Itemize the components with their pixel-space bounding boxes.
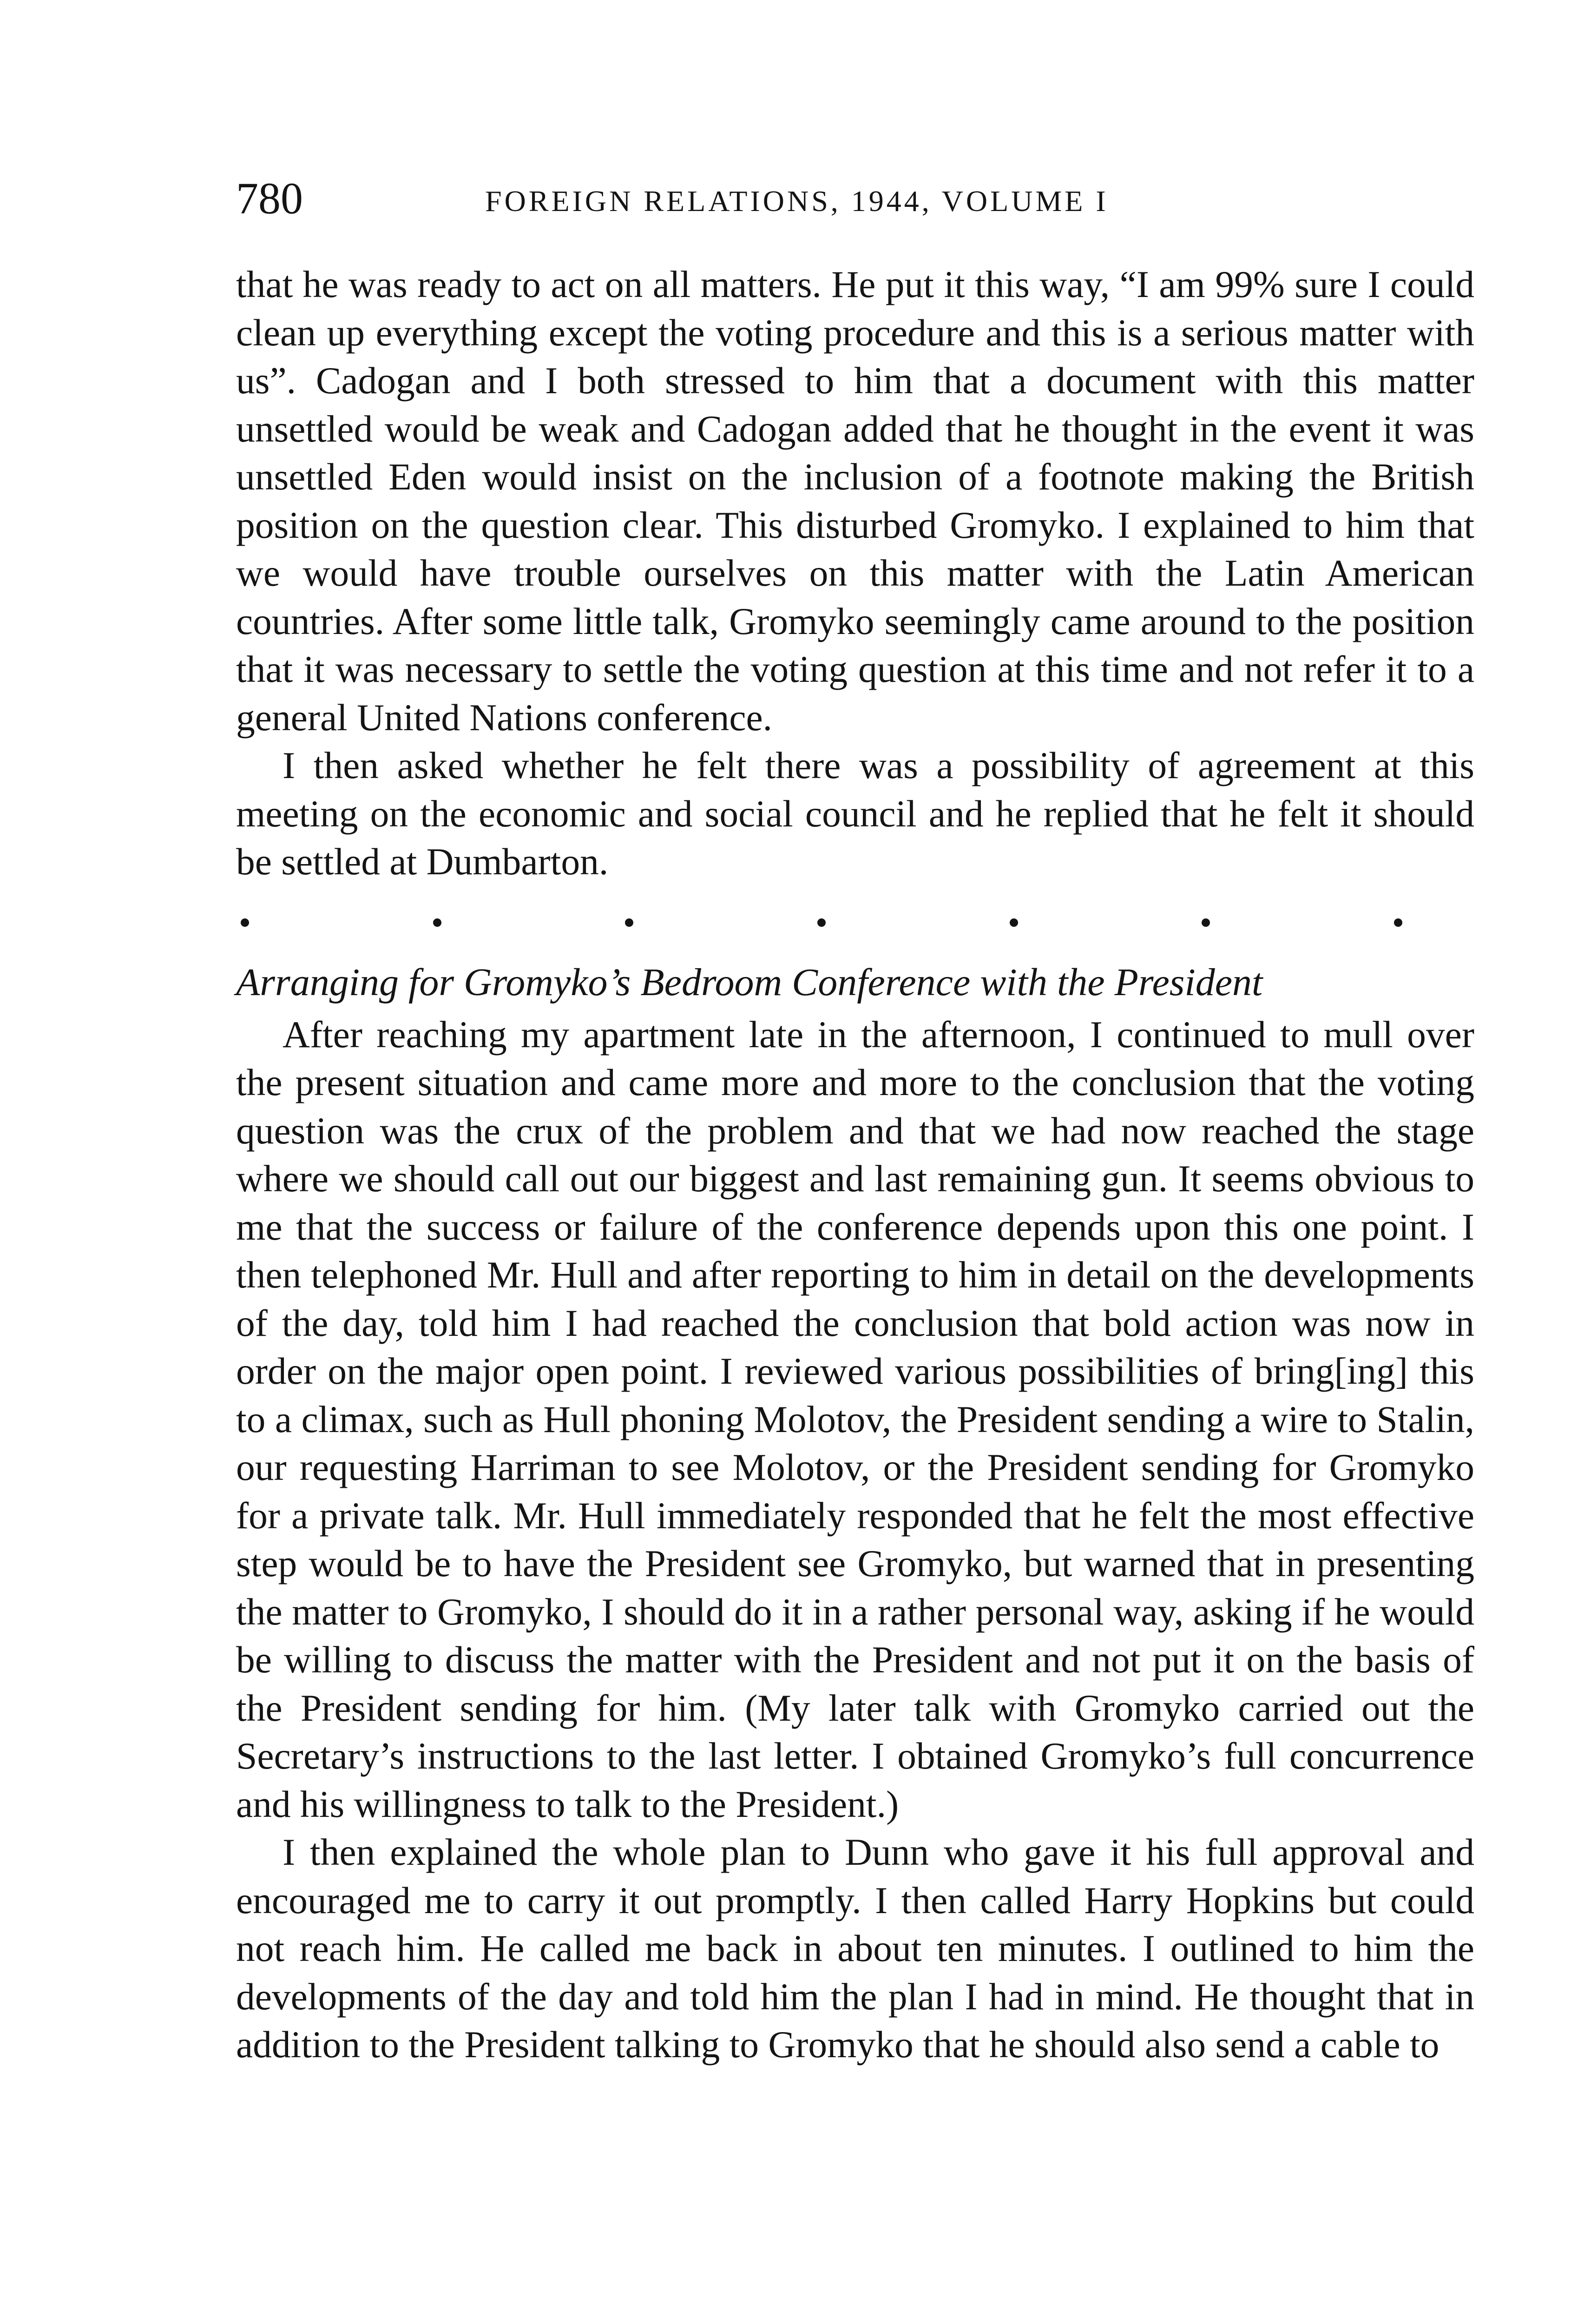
paragraph: I then asked whether he felt there was a possibility of agreement at this meeting on the economic and social council and he replied that he felt it should be settled at Dumbarton. — [236, 744, 1474, 883]
body-text — [236, 260, 1474, 2069]
running-head: FOREIGN RELATIONS, 1944, VOLUME I — [485, 185, 1109, 218]
paragraph: After reaching my apartment late in the afternoon, I continued to mull over the present situation and came more and more to the conclusion that the voting question was the crux of the problem and that we had now reached the stage where we should call out our biggest and last remaining gun. It seems obvious to me that the success or failure of the conference depends upon this one point. I then telephoned Mr. Hull and after reporting to him in detail on the developments of the day, told him I had reached the conclusion that bold action was now in order on the major open point. I reviewed various possibilities of bring[ing] this to a climax, such as Hull phoning Molotov, the President sending a wire to Stalin, our requesting Harriman to see Molotov, or the President sending for Gromyko for a private talk. Mr. Hull immediately responded that he felt the most effective step would be to have the President see Gromyko, but warned that in presenting the matter to Gromyko, I should do it in a rather personal way, asking if he would be willing to discuss the matter with the President and not put it on the basis of the President sending for him. (My later talk with Gromyko carried out the Secretary’s instructions to the last letter. I obtained Gromyko’s full concurrence and his willingness to talk to the President.) — [236, 1013, 1474, 1825]
ellipsis-dot — [1394, 918, 1402, 927]
ellipsis-dot — [1010, 918, 1018, 927]
ellipsis-dot — [817, 918, 826, 927]
paragraph: that he was ready to act on all matters. He put it this way, “I am 99% sure I could clean up everything except the voting procedure and this is a serious matter with us”. Cadogan and I both stressed to him that a document with this matter unsettled would be weak and Cadogan added that he thought in the event it was unsettled Eden would insist on the inclusion of a footnote making the British position on the question clear. This disturbed Gromyko. I explained to him that we would have trouble ourselves on this matter with the Latin American countries. After some little talk, Gromyko seemingly came around to the position that it was necessary to settle the voting question at this time and not refer it to a general United Nations conference. — [236, 263, 1474, 739]
ellipsis-dot — [433, 918, 441, 927]
ellipsis-dot — [625, 918, 633, 927]
paragraph: I then explained the whole plan to Dunn who gave it his full approval and encouraged me to carry it out promptly. I then called Harry Hopkins but could not reach him. He called me back in about ten minutes. I outlined to him the developments of the day and told him the plan I had in mind. He thought that in addition to the President talking to Gromyko that he should also send a cable to — [236, 1831, 1474, 2066]
omission-ellipsis — [241, 886, 1402, 959]
ellipsis-dot — [241, 918, 249, 927]
page-header — [236, 173, 1467, 233]
section-heading: Arranging for Gromyko’s Bedroom Conference with the President — [236, 960, 1263, 1004]
ellipsis-dot — [1202, 918, 1210, 927]
page-number: 780 — [236, 173, 303, 223]
